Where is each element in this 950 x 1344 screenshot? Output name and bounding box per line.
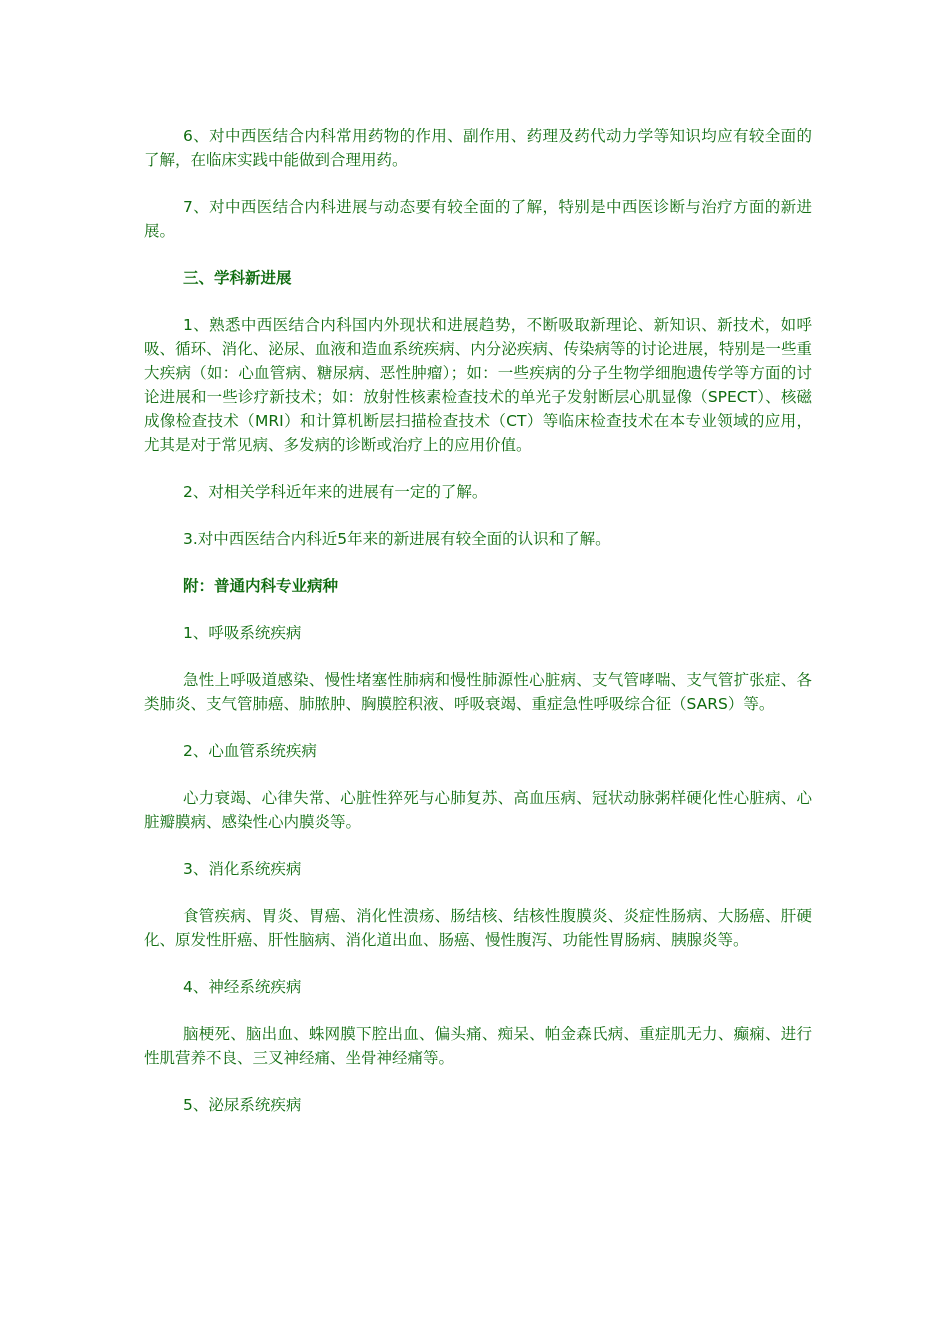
paragraph-progress-3: 3.对中西医结合内科近5年来的新进展有较全面的认识和了解。 xyxy=(183,530,611,548)
paragraph-nervous-diseases: 脑梗死、脑出血、蛛网膜下腔出血、偏头痛、痴呆、帕金森氏病、重症肌无力、癫痫、进行性肌营养不良、三叉神经痛、坐骨神经痛等。 xyxy=(144,1025,812,1067)
section-heading-new-progress: 三、学科新进展 xyxy=(183,269,292,287)
subheading-urinary: 5、泌尿系统疾病 xyxy=(183,1096,302,1114)
subheading-respiratory: 1、呼吸系统疾病 xyxy=(183,624,302,642)
paragraph-progress-1: 1、熟悉中西医结合内科国内外现状和进展趋势，不断吸取新理论、新知识、新技术，如呼吸、循环、消化、泌尿、血液和造血系统疾病、内分泌疾病、传染病等的讨论进展，特别是一些重大疾病（如：心血管病、糖尿病、恶性肿瘤）；如：一些疾病的分子生物学细胞遗传学等方面的讨论进展和一些诊疗新技术；如：放射性核素检查技术的单光子发射断层心肌显像（SPECT）、核磁成像检查技术（MRI）和计算机断层扫描检查技术（CT）等临床检查技术在本专业领域的应用，尤其是对于常见病、多发病的诊断或治疗上的应用价值。 xyxy=(144,316,812,454)
paragraph-cardiovascular-diseases: 心力衰竭、心律失常、心脏性猝死与心肺复苏、高血压病、冠状动脉粥样硬化性心脏病、心脏瓣膜病、感染性心内膜炎等。 xyxy=(144,789,812,831)
paragraph-item-6: 6、对中西医结合内科常用药物的作用、副作用、药理及药代动力学等知识均应有较全面的了解，在临床实践中能做到合理用药。 xyxy=(144,127,812,169)
document-body xyxy=(144,124,812,1140)
paragraph-respiratory-diseases: 急性上呼吸道感染、慢性堵塞性肺病和慢性肺源性心脏病、支气管哮喘、支气管扩张症、各类肺炎、支气管肺癌、肺脓肿、胸膜腔积液、呼吸衰竭、重症急性呼吸综合征（SARS）等。 xyxy=(144,671,812,713)
subheading-cardiovascular: 2、心血管系统疾病 xyxy=(183,742,317,760)
paragraph-digestive-diseases: 食管疾病、胃炎、胃癌、消化性溃疡、肠结核、结核性腹膜炎、炎症性肠病、大肠癌、肝硬化、原发性肝癌、肝性脑病、消化道出血、肠癌、慢性腹泻、功能性胃肠病、胰腺炎等。 xyxy=(144,907,812,949)
subheading-nervous: 4、神经系统疾病 xyxy=(183,978,302,996)
paragraph-item-7: 7、对中西医结合内科进展与动态要有较全面的了解，特别是中西医诊断与治疗方面的新进展。 xyxy=(144,198,812,240)
section-heading-appendix: 附：普通内科专业病种 xyxy=(183,577,339,595)
subheading-digestive: 3、消化系统疾病 xyxy=(183,860,302,878)
paragraph-progress-2: 2、对相关学科近年来的进展有一定的了解。 xyxy=(183,483,488,501)
